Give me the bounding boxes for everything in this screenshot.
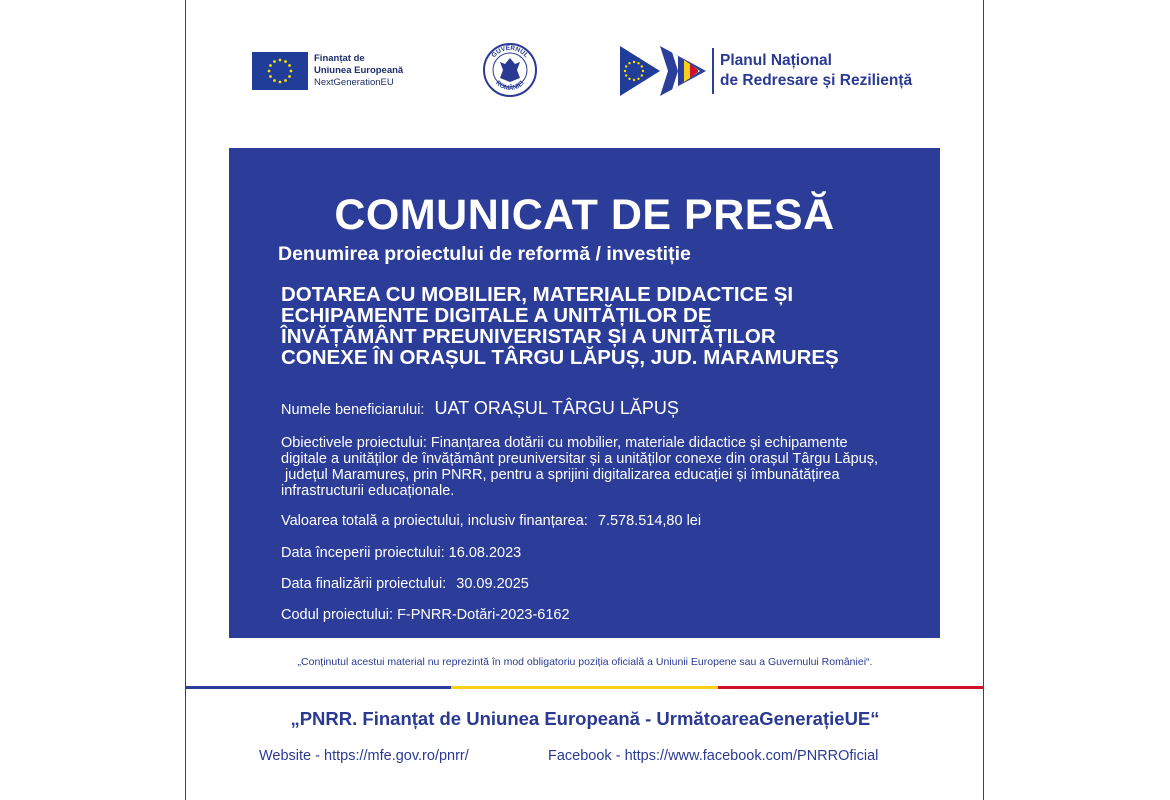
project-name-line: ÎNVĂȚĂMÂNT PREUNIVERISTAR ȘI A UNITĂȚILOR [281,325,776,348]
project-code-label: Codul proiectului: [281,607,394,623]
project-value [281,512,701,530]
beneficiary [281,398,679,420]
beneficiary-value: UAT ORAȘUL TÂRGU LĂPUȘ [434,398,679,418]
eu-line-3: NextGenerationEU [314,77,394,88]
eu-star [269,64,272,67]
website-link[interactable]: Website - https://mfe.gov.ro/pnrr/ [259,748,469,764]
end-date-label: Data finalizării proiectului: [281,576,447,592]
start-date-value: 16.08.2023 [448,545,522,561]
pnrr-arrows-icon [620,46,706,96]
eu-star [288,64,291,67]
eu-funding-logo [252,52,403,90]
eu-star [642,70,644,72]
objectives-line: infrastructurii educaționale. [281,483,455,499]
objectives-line: județul Maramureș, prin PNRR, pentru a sprijini digitalizarea educației și îmbunătățirea [281,467,840,483]
tricolor-divider [185,686,984,689]
pnrr-logo [620,46,912,96]
disclaimer: „Conținutul acestui material nu reprezintă în mod obligatoriu poziția oficială a Uniunii Europene sau a Guvernului României“. [297,656,873,668]
eu-star [641,65,643,67]
start-date [281,544,521,562]
pnrr-divider [712,48,714,94]
project-value-amount: 7.578.514,80 lei [597,513,702,529]
eu-star [624,70,626,72]
eu-star [284,60,287,63]
eu-star [269,75,272,78]
objectives-line: Obiectivele proiectului: Finanțarea dotării cu mobilier, materiale didactice și echipamente [281,435,848,451]
project-name-line: ECHIPAMENTE DIGITALE A UNITĂȚILOR DE [281,304,712,327]
project-objectives [281,435,941,499]
eu-star [637,78,639,80]
eu-star [284,79,287,82]
pnrr-line-2: de Redresare și Reziliență [720,72,913,89]
objectives-line: digitale a unităților de învățământ preuniversitar și a unităților conexe din orașul Târgu Lăpuș, [281,451,878,467]
pnrr-line-1: Planul Național [720,52,832,69]
eu-star [637,62,639,64]
project-code-value: F-PNRR-Dotări-2023-6162 [397,607,570,623]
tricolor-blue [185,686,451,689]
tricolor-red [718,686,984,689]
eu-star [288,75,291,78]
beneficiary-label: Numele beneficiarului: [281,402,425,418]
eu-star [279,59,282,62]
eu-star [273,60,276,63]
government-seal-icon [482,42,538,98]
end-date [281,575,529,593]
project-name-line: CONEXE ÎN ORAȘUL TÂRGU LĂPUȘ, JUD. MARAMUREȘ [281,346,839,369]
page-title: COMUNICAT DE PRESĂ [334,191,835,239]
eu-star [625,65,627,67]
seal-top-text: GUVERNUL [490,44,530,60]
eu-funding-text [314,53,403,89]
eu-star [628,62,630,64]
eu-star [633,79,635,81]
seal-bottom-text: ROMÂNIEI [494,79,526,93]
project-value-label: Valoarea totală a proiectului, inclusiv finanțarea: [281,513,588,529]
tricolor-yellow [451,686,717,689]
eu-star [273,79,276,82]
eu-flag-icon [252,52,308,90]
eu-star [633,61,635,63]
eu-star [628,78,630,80]
project-name-line: DOTAREA CU MOBILIER, MATERIALE DIDACTICE ȘI [281,283,794,306]
eu-line-1: Finanțat de [314,53,365,64]
end-date-value: 30.09.2025 [456,576,529,592]
pnrr-text [720,51,912,91]
project-code [281,606,570,624]
eu-line-2: Uniunea Europeană [314,65,404,76]
eu-star [279,81,282,84]
project-subtitle: Denumirea proiectului de reformă / investiție [278,243,691,265]
eu-star [268,70,271,73]
slogan: „PNRR. Finanțat de Uniunea Europeană - UrmătoareaGenerațieUE“ [290,708,880,729]
eu-star [625,74,627,76]
project-name [281,284,941,368]
press-release-panel [229,148,940,638]
facebook-link[interactable]: Facebook - https://www.facebook.com/PNRROficial [548,748,879,764]
eu-star [290,70,293,73]
eu-star [641,74,643,76]
start-date-label: Data începerii proiectului: [281,545,445,561]
